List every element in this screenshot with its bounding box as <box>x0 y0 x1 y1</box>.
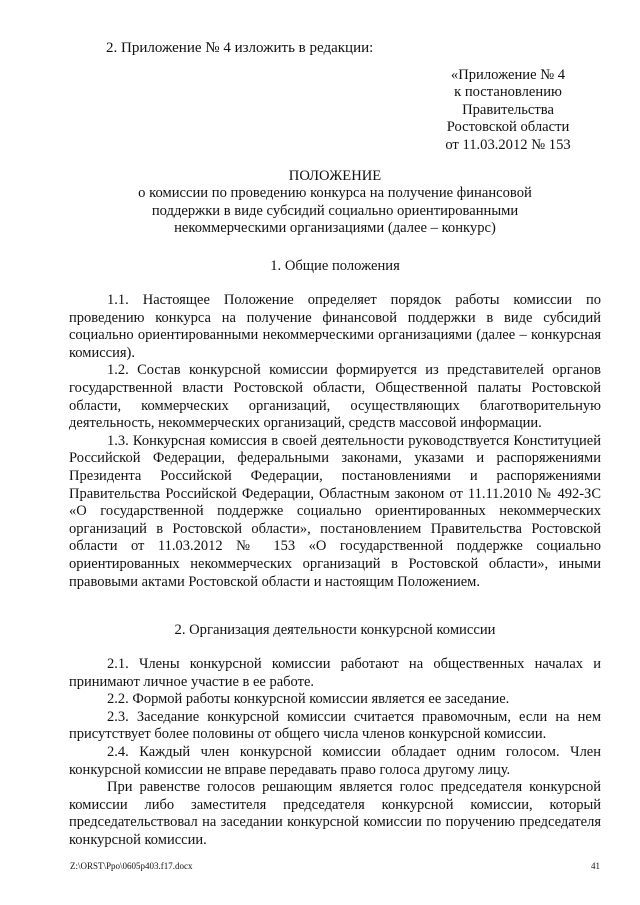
appendix-line: «Приложение № 4 <box>450 67 566 83</box>
appendix-reference <box>428 67 588 154</box>
appendix-line: Правительства <box>462 101 554 118</box>
paragraph: 1.1. Настоящее Положение определяет порядок работы комиссии по проведению конкурса на получение финансовой поддержки в виде субсидий социально ориентированными некоммерческими организациями (далее – конкурсная комиссия). <box>69 292 601 361</box>
paragraph: 1.3. Конкурсная комиссия в своей деятельности руководствуется Конституцией Российской Федерации, федеральными законами, указами и распоряжениями Президента Российской Федерации, постановлениями и распоряжениями Правительства Российской Федерации, Областным законом от 11.11.2010 № 492-ЗС «О государственной поддержке социально ориентированных некоммерческих организаций в Ростовской области», постановлением Правительства Ростовской области от 11.03.2012 № 153 «О государственной поддержке социально ориентированных некоммерческих организаций в Ростовской области», иными правовыми актами Ростовской области и настоящим Положением. <box>69 432 601 590</box>
paragraph: При равенстве голосов решающим является голос председателя конкурсной комиссии либо заместителя председателя конкурсной комиссии, который председательствовал на заседании конкурсной комиссии по поручению председателя конкурсной комиссии. <box>69 779 601 848</box>
appendix-line: к постановлению <box>454 84 562 101</box>
footer-file-path: Z:\ORST\Ppo\0605p403.f17.docx <box>70 861 193 871</box>
section-1-heading: 1. Общие положения <box>270 258 400 274</box>
document-title <box>70 168 600 238</box>
paragraph: 2.4. Каждый член конкурсной комиссии обладает одним голосом. Член конкурсной комиссии не вправе передавать право голоса другому лицу. <box>69 743 601 778</box>
appendix-line: Ростовской области <box>446 119 570 136</box>
paragraph: 2.1. Члены конкурсной комиссии работают на общественных началах и принимают личное участие в ее работе. <box>69 656 601 690</box>
title-line: некоммерческими организациями (далее – конкурс) <box>174 220 496 237</box>
appendix-line: от 11.03.2012 № 153 <box>445 136 571 153</box>
paragraph: 2.2. Формой работы конкурсной комиссии является ее заседание. <box>107 691 510 708</box>
title-line: поддержки в виде субсидий социально ориентированными <box>151 202 519 219</box>
section-2-body <box>69 656 601 850</box>
section-1-body <box>69 292 601 591</box>
title-heading: ПОЛОЖЕНИЕ <box>288 168 382 184</box>
footer-page-number: 41 <box>591 861 600 871</box>
paragraph: 1.2. Состав конкурсной комиссии формируется из представителей органов государственной власти Ростовской области, Общественной палаты Ростовской области, коммерческих организаций, осуществляющих благотворительную деятельность, некоммерческих организаций, средств массовой информации. <box>69 362 601 432</box>
intro-line: 2. Приложение № 4 изложить в редакции: <box>106 40 374 56</box>
title-line: о комиссии по проведению конкурса на получение финансовой <box>138 185 532 202</box>
paragraph: 2.3. Заседание конкурсной комиссии считается правомочным, если на нем присутствует более половины от общего числа членов конкурсной комиссии. <box>69 708 601 743</box>
section-2-heading: 2. Организация деятельности конкурсной комиссии <box>174 622 496 638</box>
